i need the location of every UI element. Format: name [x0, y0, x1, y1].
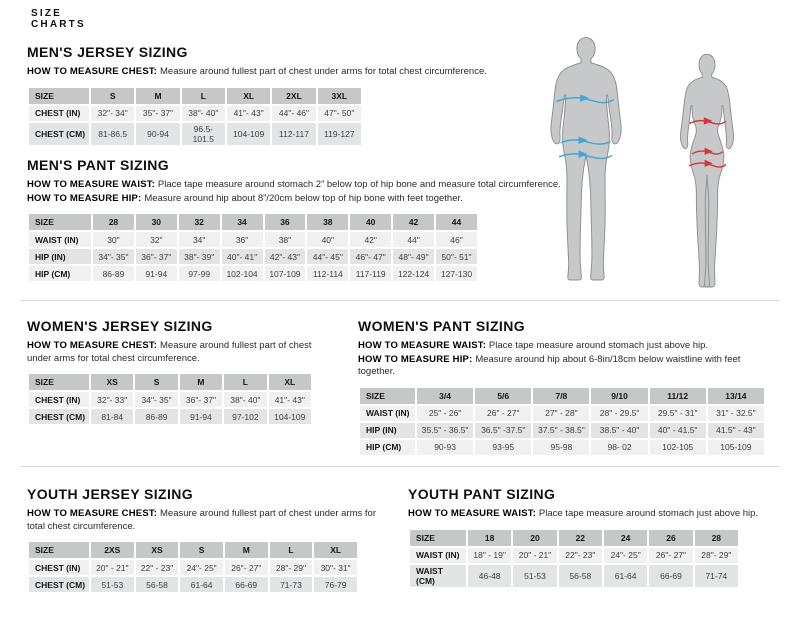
section-mens-pant: [27, 157, 587, 283]
table-cell: 22"- 23": [559, 548, 602, 563]
row-label-cell: CHEST (CM): [29, 123, 89, 145]
table-header-cell: 2XL: [272, 88, 315, 104]
table-cell: 32"- 33": [91, 392, 133, 407]
howto-youth-pant: [408, 508, 768, 521]
row-label-cell: HIP (CM): [360, 440, 415, 455]
table-header-cell: S: [180, 542, 223, 558]
page-title-line1: SIZE: [31, 8, 63, 19]
table-cell: 30"- 31": [314, 560, 357, 575]
table-cell: 86-89: [135, 409, 177, 424]
table-cell: 44"- 46": [272, 106, 315, 121]
table-cell: 32"- 34": [91, 106, 134, 121]
howto-mens-pant: [27, 179, 587, 205]
table-mens-jersey: [27, 86, 363, 147]
row-label-cell: CHEST (IN): [29, 392, 89, 407]
male-silhouette: [551, 38, 621, 280]
table-cell: 102-104: [222, 266, 263, 281]
table-cell: 66-69: [649, 565, 692, 587]
table-cell: 44"- 45": [307, 249, 348, 264]
table-cell: 98- 02: [591, 440, 647, 455]
table-cell: 41"- 43": [227, 106, 270, 121]
table-cell: 36"- 37": [136, 249, 177, 264]
page-title-line2: CHARTS: [31, 19, 86, 30]
section-title-youth-jersey: YOUTH JERSEY SIZING: [27, 486, 194, 502]
table-cell: 42": [350, 232, 391, 247]
table-header-cell: 28: [695, 530, 738, 546]
page-title: [31, 8, 86, 30]
table-cell: 41"- 43": [269, 392, 311, 407]
male-figure-illustration: [544, 36, 628, 292]
table-row: [29, 560, 357, 575]
howto-mens-jersey: [27, 66, 567, 79]
table-header-cell: XS: [136, 542, 179, 558]
table-cell: 44": [393, 232, 434, 247]
table-row: [360, 406, 764, 421]
table-header-cell: SIZE: [29, 374, 89, 390]
table-cell: 32": [136, 232, 177, 247]
row-label-cell: HIP (IN): [29, 249, 91, 264]
table-cell: 122-124: [393, 266, 434, 281]
table-row: [360, 440, 764, 455]
section-title-womens-pant: WOMEN'S PANT SIZING: [358, 318, 526, 334]
table-cell: 24"- 25": [604, 548, 647, 563]
table-row: [29, 266, 477, 281]
table-header-cell: 36: [265, 214, 306, 230]
table-header-cell: 22: [559, 530, 602, 546]
table-cell: 38.5" - 40": [591, 423, 647, 438]
table-header-cell: SIZE: [29, 214, 91, 230]
table-cell: 34"- 35": [93, 249, 134, 264]
table-cell: 27" - 28": [533, 406, 589, 421]
table-cell: 20" - 21": [513, 548, 556, 563]
table-cell: 105-109: [708, 440, 764, 455]
table-header-row: [29, 374, 311, 390]
table-cell: 35"- 37": [136, 106, 179, 121]
table-cell: 66-69: [225, 577, 268, 592]
table-youth-jersey: [27, 540, 359, 594]
howto-label: HOW TO MEASURE CHEST:: [27, 340, 161, 351]
table-cell: 34": [179, 232, 220, 247]
table-header-cell: 26: [649, 530, 692, 546]
table-cell: 90-93: [417, 440, 473, 455]
table-cell: 71-74: [695, 565, 738, 587]
table-row: [29, 409, 311, 424]
howto-womens-pant: [358, 340, 778, 379]
table-cell: 97-102: [224, 409, 266, 424]
table-cell: 34"- 35": [135, 392, 177, 407]
table-header-cell: 34: [222, 214, 263, 230]
table-cell: 24"- 25": [180, 560, 223, 575]
table-cell: 26"- 27": [225, 560, 268, 575]
table-cell: 40": [307, 232, 348, 247]
table-cell: 51-53: [91, 577, 134, 592]
table-header-cell: M: [180, 374, 222, 390]
table-cell: 95-98: [533, 440, 589, 455]
table-header-cell: 32: [179, 214, 220, 230]
table-cell: 61-64: [604, 565, 647, 587]
table-header-cell: SIZE: [360, 388, 415, 404]
table-cell: 93-95: [475, 440, 531, 455]
table-cell: 90-94: [136, 123, 179, 145]
section-womens-pant: [358, 318, 778, 457]
row-label-cell: CHEST (CM): [29, 577, 89, 592]
howto-womens-jersey: [27, 340, 327, 365]
howto-line: HOW TO MEASURE HIP: Measure around hip about 8”/20cm below top of hip bone with feet together.: [27, 192, 463, 204]
row-label-cell: HIP (CM): [29, 266, 91, 281]
table-cell: 104-109: [227, 123, 270, 145]
table-womens-jersey: [27, 372, 313, 426]
table-header-row: [29, 88, 361, 104]
howto-line: HOW TO MEASURE WAIST: Place tape measure around stomach just above hip.: [358, 340, 709, 351]
table-cell: 107-109: [265, 266, 306, 281]
table-cell: 29.5" - 31": [650, 406, 706, 421]
table-cell: 112-117: [272, 123, 315, 145]
table-row: [410, 548, 738, 563]
table-cell: 71-73: [270, 577, 313, 592]
table-cell: 28"- 29": [270, 560, 313, 575]
row-label-cell: CHEST (CM): [29, 409, 89, 424]
table-cell: 112-114: [307, 266, 348, 281]
table-cell: 91-94: [180, 409, 222, 424]
row-label-cell: CHEST (IN): [29, 560, 89, 575]
table-header-cell: SIZE: [29, 88, 89, 104]
table-cell: 37.5" - 38.5": [533, 423, 589, 438]
table-row: [29, 106, 361, 121]
howto-youth-jersey: [27, 508, 379, 533]
table-row: [410, 565, 738, 587]
howto-label: HOW TO MEASURE WAIST:: [408, 508, 539, 519]
row-label-cell: WAIST (IN): [410, 548, 466, 563]
table-cell: 48"- 49": [393, 249, 434, 264]
table-row: [29, 577, 357, 592]
table-womens-pant: [358, 386, 766, 457]
table-cell: 28"- 29": [695, 548, 738, 563]
howto-line: HOW TO MEASURE WAIST: Place tape measure around stomach 2” below top of hip bone and measure total circumference.: [27, 179, 561, 190]
table-row: [29, 392, 311, 407]
table-header-cell: L: [182, 88, 225, 104]
section-title-mens-pant: MEN'S PANT SIZING: [27, 157, 170, 173]
table-row: [29, 232, 477, 247]
table-header-row: [410, 530, 738, 546]
section-divider: [20, 300, 780, 301]
table-header-cell: SIZE: [410, 530, 466, 546]
table-cell: 36"- 37": [180, 392, 222, 407]
table-cell: 41.5" - 43": [708, 423, 764, 438]
table-header-cell: 24: [604, 530, 647, 546]
table-cell: 46"- 47": [350, 249, 391, 264]
table-header-cell: 28: [93, 214, 134, 230]
howto-label: HOW TO MEASURE WAIST:: [27, 179, 158, 190]
table-cell: 47"- 50": [318, 106, 361, 121]
table-row: [29, 123, 361, 145]
female-silhouette: [680, 54, 733, 287]
howto-line: HOW TO MEASURE WAIST: Place tape measure around stomach just above hip.: [408, 508, 759, 519]
table-cell: 50"- 51": [436, 249, 477, 264]
table-cell: 30": [93, 232, 134, 247]
table-cell: 36": [222, 232, 263, 247]
table-cell: 26"- 27": [649, 548, 692, 563]
section-title-womens-jersey: WOMEN'S JERSEY SIZING: [27, 318, 213, 334]
table-cell: 18" - 19": [468, 548, 511, 563]
table-header-row: [29, 214, 477, 230]
table-header-cell: 3XL: [318, 88, 361, 104]
table-cell: 127-130: [436, 266, 477, 281]
table-header-cell: XL: [269, 374, 311, 390]
table-cell: 46": [436, 232, 477, 247]
howto-label: HOW TO MEASURE WAIST:: [358, 340, 489, 351]
table-cell: 56-58: [559, 565, 602, 587]
table-row: [29, 249, 477, 264]
table-cell: 40" - 41.5": [650, 423, 706, 438]
table-cell: 26" - 27": [475, 406, 531, 421]
table-header-cell: 38: [307, 214, 348, 230]
table-header-cell: 13/14: [708, 388, 764, 404]
row-label-cell: HIP (IN): [360, 423, 415, 438]
table-header-cell: 11/12: [650, 388, 706, 404]
table-cell: 35.5" - 36.5": [417, 423, 473, 438]
table-cell: 96.5-101.5: [182, 123, 225, 145]
row-label-cell: WAIST (IN): [360, 406, 415, 421]
table-header-row: [360, 388, 764, 404]
howto-label: HOW TO MEASURE HIP:: [358, 353, 476, 365]
table-cell: 38"- 39": [179, 249, 220, 264]
table-header-cell: L: [224, 374, 266, 390]
table-cell: 81-86.5: [91, 123, 134, 145]
table-row: [360, 423, 764, 438]
table-header-cell: L: [270, 542, 313, 558]
table-header-cell: 40: [350, 214, 391, 230]
table-header-row: [29, 542, 357, 558]
table-header-cell: XL: [314, 542, 357, 558]
table-cell: 97-99: [179, 266, 220, 281]
table-cell: 25" - 26": [417, 406, 473, 421]
table-header-cell: 5/6: [475, 388, 531, 404]
table-header-cell: XS: [91, 374, 133, 390]
table-cell: 40"- 41": [222, 249, 263, 264]
howto-line: HOW TO MEASURE CHEST: Measure around fullest part of chest under arms for total chest circumference.: [27, 340, 312, 364]
table-header-cell: 18: [468, 530, 511, 546]
howto-line: HOW TO MEASURE HIP: Measure around hip about 6-8in/18cm below waistline with feet together.: [358, 353, 741, 377]
table-header-cell: 44: [436, 214, 477, 230]
table-cell: 38": [265, 232, 306, 247]
table-header-cell: 3/4: [417, 388, 473, 404]
table-cell: 20" - 21": [91, 560, 134, 575]
howto-line: HOW TO MEASURE CHEST: Measure around fullest part of chest under arms for total chest circumference.: [27, 508, 376, 532]
table-cell: 56-58: [136, 577, 179, 592]
table-header-cell: S: [135, 374, 177, 390]
table-cell: 119-127: [318, 123, 361, 145]
table-cell: 42"- 43": [265, 249, 306, 264]
table-cell: 91-94: [136, 266, 177, 281]
table-header-cell: 42: [393, 214, 434, 230]
table-cell: 36.5" -37.5": [475, 423, 531, 438]
table-header-cell: M: [136, 88, 179, 104]
table-cell: 38"- 40": [224, 392, 266, 407]
table-youth-pant: [408, 528, 740, 589]
table-header-cell: M: [225, 542, 268, 558]
table-cell: 117-119: [350, 266, 391, 281]
table-header-cell: 2XS: [91, 542, 134, 558]
table-header-cell: 20: [513, 530, 556, 546]
section-divider: [20, 466, 780, 467]
section-mens-jersey: [27, 44, 567, 147]
table-header-cell: 9/10: [591, 388, 647, 404]
table-cell: 86-89: [93, 266, 134, 281]
table-header-cell: XL: [227, 88, 270, 104]
table-header-cell: S: [91, 88, 134, 104]
howto-label: HOW TO MEASURE HIP:: [27, 192, 145, 204]
section-title-mens-jersey: MEN'S JERSEY SIZING: [27, 44, 188, 60]
table-header-cell: SIZE: [29, 542, 89, 558]
table-cell: 31" - 32.5": [708, 406, 764, 421]
howto-label: HOW TO MEASURE CHEST:: [27, 508, 161, 519]
row-label-cell: CHEST (IN): [29, 106, 89, 121]
table-header-cell: 30: [136, 214, 177, 230]
table-mens-pant: [27, 212, 479, 283]
table-cell: 51-53: [513, 565, 556, 587]
table-cell: 102-105: [650, 440, 706, 455]
section-youth-jersey: [27, 486, 379, 594]
section-womens-jersey: [27, 318, 327, 426]
table-cell: 38"- 40": [182, 106, 225, 121]
table-cell: 76-79: [314, 577, 357, 592]
table-cell: 104-109: [269, 409, 311, 424]
section-title-youth-pant: YOUTH PANT SIZING: [408, 486, 556, 502]
table-cell: 28" - 29.5": [591, 406, 647, 421]
howto-line: HOW TO MEASURE CHEST: Measure around fullest part of chest under arms for total chest circumference.: [27, 66, 487, 77]
female-figure-illustration: [668, 52, 746, 292]
row-label-cell: WAIST (IN): [29, 232, 91, 247]
row-label-cell: WAIST (CM): [410, 565, 466, 587]
table-cell: 22" - 23": [136, 560, 179, 575]
table-cell: 81-84: [91, 409, 133, 424]
table-cell: 46-48: [468, 565, 511, 587]
howto-label: HOW TO MEASURE CHEST:: [27, 66, 161, 77]
section-youth-pant: [408, 486, 768, 589]
table-cell: 61-64: [180, 577, 223, 592]
table-header-cell: 7/8: [533, 388, 589, 404]
